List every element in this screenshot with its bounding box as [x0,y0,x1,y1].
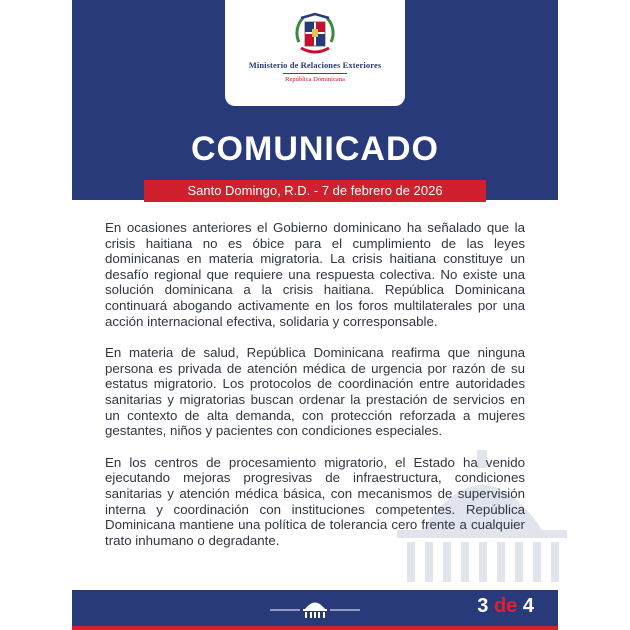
paragraph: En materia de salud, República Dominicana reafirma que ninguna persona es privada de atención médica de urgencia por razón de su estatus migratorio. Los protocolos de coordinación entre autoridades sanitarias y migratorias buscan ordenar la prestación de servicios en un contexto de alta demanda, con protección reforzada a mujeres gestantes, niños y pacientes con condiciones especiales. [105,345,525,439]
header-banner [72,0,558,200]
ministry-divider [283,73,347,74]
ministry-logo-box [225,0,405,106]
dateline-banner: Santo Domingo, R.D. - 7 de febrero de 2026 [144,180,486,202]
page-title: COMUNICADO [191,130,439,168]
national-palace-icon [270,596,360,620]
page-indicator [477,595,534,618]
country-name: República Dominicana [285,76,345,83]
paragraph: En ocasiones anteriores el Gobierno dominicano ha señalado que la crisis haitiana no es óbice para el cumplimiento de las leyes dominicanas en materia migratoria. La crisis haitiana constituye un desafío regional que requiere una respuesta colectiva. No existe una solución dominicana a la crisis haitiana. República Dominicana continuará abogando activamente en los foros multilaterales por una acción internacional efectiva, solidaria y corresponsable. [105,220,525,329]
page-current: 3 [477,595,489,617]
footer-accent-stripe [72,626,558,630]
communique-body [105,220,525,564]
page-total: 4 [522,595,534,617]
page-of: de [493,595,518,617]
paragraph: En los centros de procesamiento migratorio, el Estado ha venido ejecutando mejoras progresivas de infraestructura, condiciones sanitarias y atención médica básica, con mecanismos de supervisión interna y coordinación con instituciones competentes. República Dominicana mantiene una política de tolerancia cero frente a cualquier trato inhumano o degradante. [105,454,525,548]
footer-bar [72,590,558,630]
communique-card [72,0,558,630]
coat-of-arms-icon [291,12,339,58]
ministry-name: Ministerio de Relaciones Exteriores [248,60,382,70]
